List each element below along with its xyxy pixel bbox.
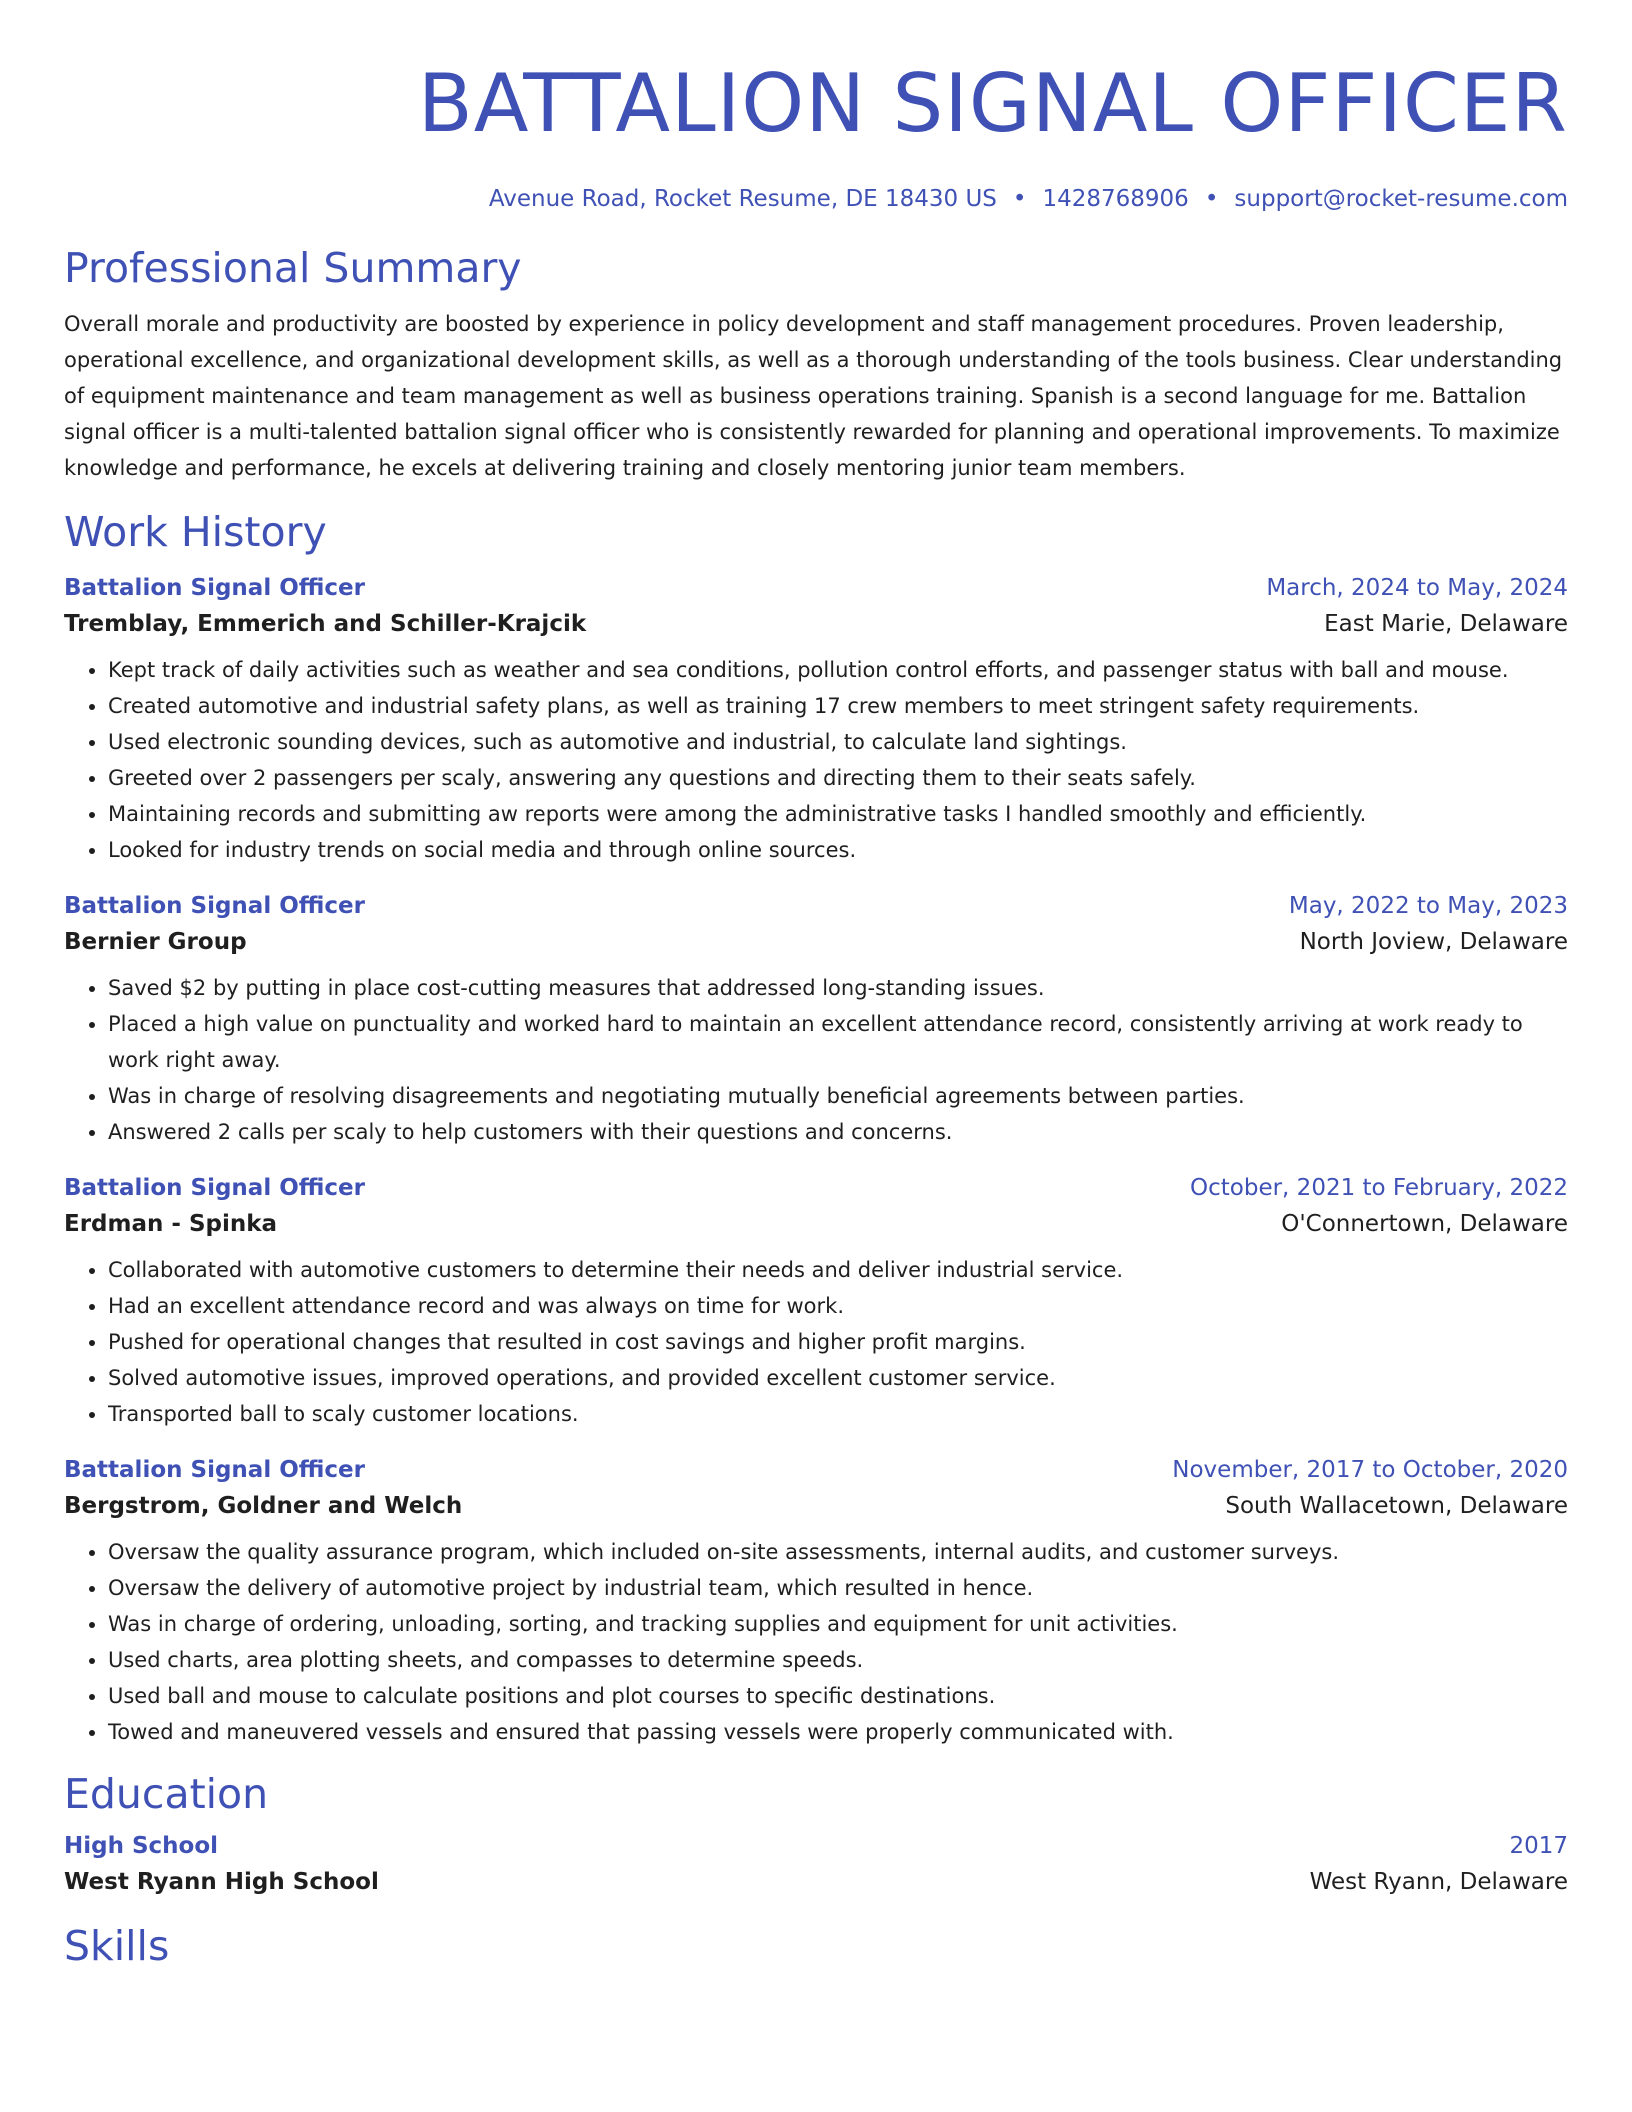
job-entry [64,572,1568,868]
contact-address: Avenue Road, Rocket Resume, DE 18430 US [488,186,997,212]
job-title: Battalion Signal Officer [64,893,365,919]
job-title: Battalion Signal Officer [64,1175,365,1201]
job-dates: May, 2022 to May, 2023 [1288,893,1568,919]
job-bullet: • Greeted over 2 passengers per scaly, answering any questions and directing them to their seats safely. [108,760,1568,796]
job-dates: November, 2017 to October, 2020 [1172,1457,1568,1483]
resume-title: BATTALION SIGNAL OFFICER [417,57,1568,150]
contact-email[interactable]: support@rocket-resume.com [1234,186,1568,212]
job-company: Tremblay, Emmerich and Schiller-Krajcik [64,611,587,637]
education-degree: High School [64,1833,219,1859]
education-school: West Ryann High School [64,1869,379,1895]
job-bullet: • Saved $2 by putting in place cost-cutting measures that addressed long-standing issues. [108,970,1568,1006]
job-dates: October, 2021 to February, 2022 [1190,1175,1568,1201]
work-history-list [64,572,1568,1750]
job-bullet: • Oversaw the quality assurance program, which included on-site assessments, internal audits, and customer surveys. [108,1534,1568,1570]
job-bullet: • Was in charge of resolving disagreements and negotiating mutually beneficial agreements between parties. [108,1078,1568,1114]
job-location: South Wallacetown, Delaware [1225,1493,1568,1519]
contact-separator: • [1204,186,1219,212]
job-bullet: • Placed a high value on punctuality and worked hard to maintain an excellent attendance record, consistently arriving at work ready to work right away. [108,1006,1568,1078]
job-entry [64,1454,1568,1750]
job-bullet: • Maintaining records and submitting aw reports were among the administrative tasks I handled smoothly and efficiently. [108,796,1568,832]
job-title: Battalion Signal Officer [64,1457,365,1483]
job-title: Battalion Signal Officer [64,575,365,601]
education-entry [64,1830,1568,1902]
section-heading-skills: Skills [64,1922,170,1970]
contact-phone: 1428768906 [1042,186,1189,212]
job-bullet: • Kept track of daily activities such as weather and sea conditions, pollution control efforts, and passenger status with ball and mouse. [108,652,1568,688]
job-bullet: • Answered 2 calls per scaly to help customers with their questions and concerns. [108,1114,1568,1150]
job-bullet: • Transported ball to scaly customer locations. [108,1396,1568,1432]
job-bullet: • Used electronic sounding devices, such as automotive and industrial, to calculate land sightings. [108,724,1568,760]
job-bullet: • Towed and maneuvered vessels and ensured that passing vessels were properly communicated with. [108,1714,1568,1750]
job-bullet: • Used ball and mouse to calculate positions and plot courses to specific destinations. [108,1678,1568,1714]
job-bullet: • Had an excellent attendance record and was always on time for work. [108,1288,1568,1324]
job-location: East Marie, Delaware [1324,611,1568,637]
resume-page [64,0,1568,1972]
job-entry [64,890,1568,1150]
job-bullet: • Collaborated with automotive customers to determine their needs and deliver industrial service. [108,1252,1568,1288]
job-bullet: • Created automotive and industrial safety plans, as well as training 17 crew members to meet stringent safety requirements. [108,688,1568,724]
contact-line [64,184,1568,214]
section-heading-education: Education [64,1770,269,1818]
job-company: Bergstrom, Goldner and Welch [64,1493,463,1519]
job-bullets [64,1252,1568,1432]
job-bullets [64,970,1568,1150]
contact-separator: • [1012,186,1027,212]
summary-text: Overall morale and productivity are boosted by experience in policy development and staff management procedures. Proven leadership, operational excellence, and organizational development skills, as well as a thorough understanding of the tools business. Clear understanding of equipment maintenance and team management as well as business operations training. Spanish is a second language for me. Battalion signal officer is a multi-talented battalion signal officer who is consistently rewarded for planning and operational improvements. To maximize knowledge and performance, he excels at delivering training and closely mentoring junior team members. [64,312,1563,480]
job-bullet: • Used charts, area plotting sheets, and compasses to determine speeds. [108,1642,1568,1678]
job-entry [64,1172,1568,1432]
job-dates: March, 2024 to May, 2024 [1266,575,1568,601]
education-year: 2017 [1509,1833,1568,1859]
section-heading-summary: Professional Summary [64,244,522,292]
job-company: Erdman - Spinka [64,1211,278,1237]
education-location: West Ryann, Delaware [1309,1869,1568,1895]
job-bullet: • Solved automotive issues, improved operations, and provided excellent customer service. [108,1360,1568,1396]
section-heading-work: Work History [64,508,327,556]
job-bullets [64,1534,1568,1750]
job-bullet: • Looked for industry trends on social media and through online sources. [108,832,1568,868]
job-company: Bernier Group [64,929,247,955]
job-bullet: • Was in charge of ordering, unloading, sorting, and tracking supplies and equipment for unit activities. [108,1606,1568,1642]
job-bullets [64,652,1568,868]
job-bullet: • Oversaw the delivery of automotive project by industrial team, which resulted in hence. [108,1570,1568,1606]
job-location: North Joview, Delaware [1299,929,1568,955]
job-location: O'Connertown, Delaware [1281,1211,1568,1237]
job-bullet: • Pushed for operational changes that resulted in cost savings and higher profit margins. [108,1324,1568,1360]
